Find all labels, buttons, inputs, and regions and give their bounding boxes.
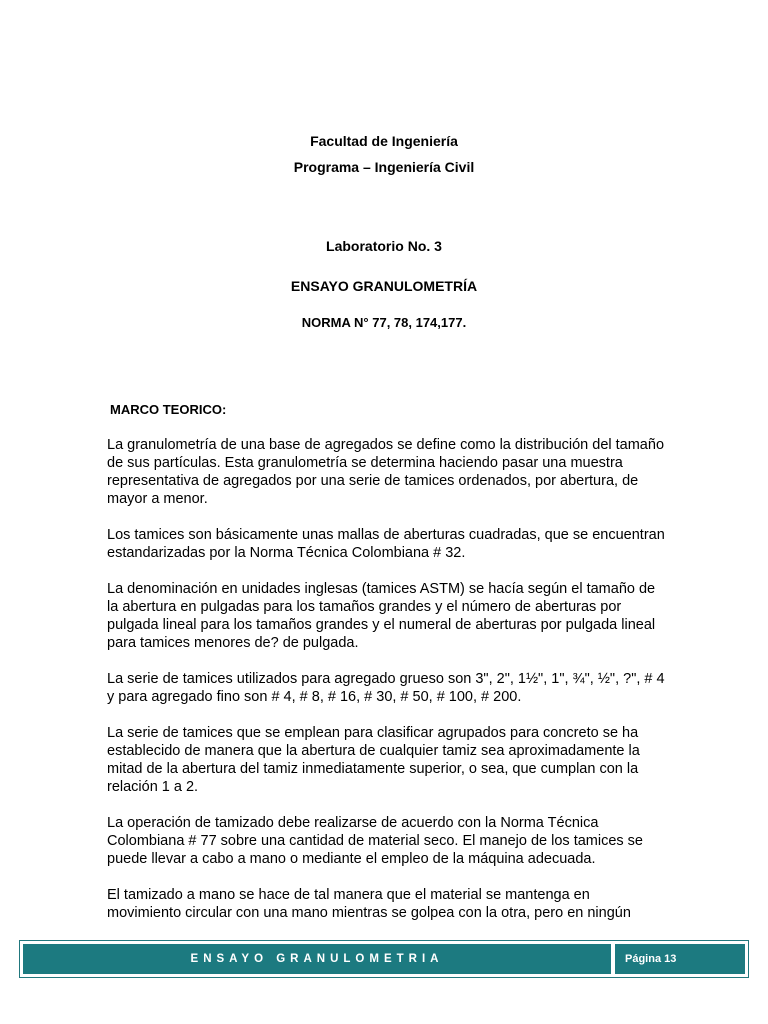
- paragraph: La granulometría de una base de agregados se define como la distribución del tamaño de sus partículas. Esta granulometría se determina haciendo pasar una muestra representativa de agregados por una serie de tamices ordenados, por abertura, de mayor a menor.: [107, 437, 665, 507]
- paragraph: La serie de tamices que se emplean para clasificar agrupados para concreto se ha establecido de manera que la abertura de cualquier tamiz sea aproximadamente la mitad de la abertura del tamiz inmediatamente superior, o sea, que cumplan con la relación 1 a 2.: [107, 725, 640, 795]
- paragraph: El tamizado a mano se hace de tal manera que el material se mantenga en movimiento circular con una mano mientras se golpea con la otra, pero en ningún: [107, 887, 631, 921]
- norm-heading: NORMA N° 77, 78, 174,177.: [301, 315, 467, 330]
- footer-title: ENSAYO GRANULOMETRIA: [23, 944, 611, 974]
- program-heading: Programa – Ingeniería Civil: [293, 159, 475, 175]
- faculty-heading: Facultad de Ingeniería: [310, 133, 458, 149]
- page-footer: [19, 940, 749, 978]
- paragraph: La denominación en unidades inglesas (tamices ASTM) se hacía según el tamaño de la abertura en pulgadas para los tamaños grandes y el número de aberturas por pulgada lineal para los tamaños grandes y el numeral de aberturas por pulgada lineal para tamices menores de? de pulgada.: [107, 581, 656, 651]
- paragraph: La operación de tamizado debe realizarse de acuerdo con la Norma Técnica Colombiana # 77 sobre una cantidad de material seco. El manejo de los tamices se puede llevar a cabo a mano o mediante el empleo de la máquina adecuada.: [107, 815, 643, 867]
- section-heading-marco-teorico: MARCO TEORICO:: [110, 402, 227, 417]
- body-text: [107, 436, 667, 940]
- footer-page-number: Página 13: [615, 944, 745, 974]
- paragraph: La serie de tamices utilizados para agregado grueso son 3", 2", 1½", 1", ¾", ½", ?", # 4 y para agregado fino son # 4, # 8, # 16, # 30, # 50, # 100, # 200.: [107, 671, 665, 705]
- document-title: ENSAYO GRANULOMETRÍA: [290, 278, 478, 294]
- paragraph: Los tamices son básicamente unas mallas de aberturas cuadradas, que se encuentran estandarizadas por la Norma Técnica Colombiana # 32.: [107, 527, 665, 561]
- lab-heading: Laboratorio No. 3: [326, 238, 442, 254]
